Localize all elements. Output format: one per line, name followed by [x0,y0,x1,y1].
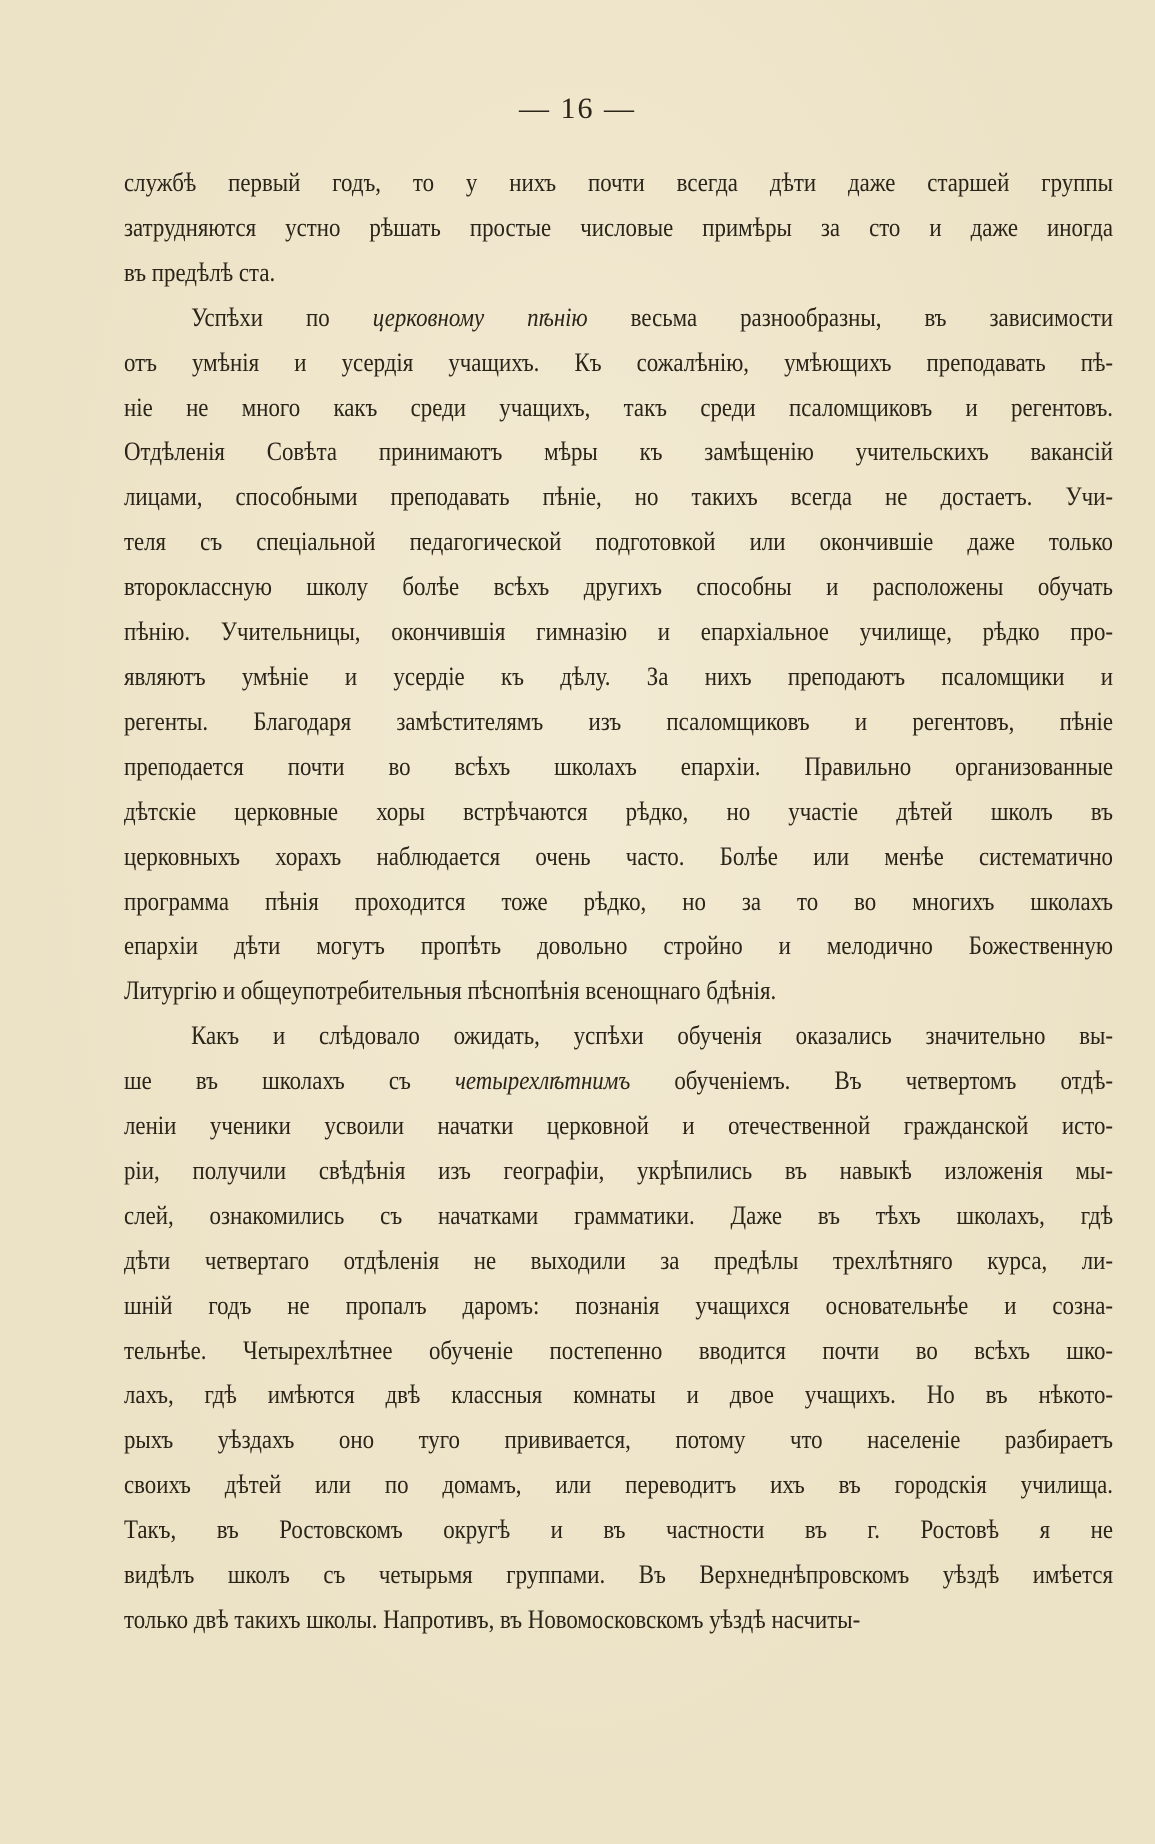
text-line: въ предѣлѣ ста. [124,256,276,287]
text-line: преподается почти во всѣхъ школахъ епархіи. Правильно организованные [124,750,1113,781]
text-line: пѣнію. Учительницы, окончившія гимназію и епархіальное училище, рѣдко про- [124,616,1113,647]
text-line: отъ умѣнія и усердія учащихъ. Къ сожалѣнію, умѣющихъ преподавать пѣ- [124,346,1113,377]
text-line: дѣтскіе церковные хоры встрѣчаются рѣдко, но участіе дѣтей школъ въ [124,795,1113,826]
text-line: Успѣхи по церковному пѣнію весьма разнообразны, въ зависимости [191,301,1113,332]
text-line: Литургію и общеупотребительныя пѣснопѣнія всенощнаго бдѣнія. [124,975,777,1006]
text-line: Какъ и слѣдовало ожидать, успѣхи обученія оказались значительно вы- [191,1020,1113,1051]
text-line: видѣлъ школъ съ четырьмя группами. Въ Верхнеднѣпровскомъ уѣздѣ имѣется [124,1559,1113,1590]
text-line: Такъ, въ Ростовскомъ округѣ и въ частности въ г. Ростовѣ я не [124,1514,1113,1545]
page-number: — 16 — [519,92,636,125]
paragraph [124,1013,1113,1642]
text-line: службѣ первый годъ, то у нихъ почти всегда дѣти даже старшей группы [124,167,1113,197]
text-line: лицами, способными преподавать пѣніе, но такихъ всегда не достаетъ. Учи- [124,481,1113,512]
text-line: ріи, получили свѣдѣнія изъ географіи, укрѣпились въ навыкѣ изложенія мы- [124,1154,1113,1185]
text-line: дѣти четвертаго отдѣленія не выходили за предѣлы трехлѣтняго курса, ли- [124,1244,1113,1275]
body-text [124,160,1113,1642]
text-line: регенты. Благодаря замѣстителямъ изъ псаломщиковъ и регентовъ, пѣніе [124,705,1113,736]
text-line: программа пѣнія проходится тоже рѣдко, но за то во многихъ школахъ [124,885,1113,916]
paragraph [124,160,1113,295]
text-line: теля съ спеціальной педагогической подготовкой или окончившіе даже только [124,526,1113,557]
text-line: епархіи дѣти могутъ пропѣть довольно стройно и мелодично Божественную [124,930,1113,961]
text-line: тельнѣе. Четырехлѣтнее обученіе постепенно вводится почти во всѣхъ шко- [124,1334,1113,1365]
text-line: ше въ школахъ съ четырехлѣтнимъ обученіемъ. Въ четвертомъ отдѣ- [124,1065,1113,1096]
text-line: церковныхъ хорахъ наблюдается очень часто. Болѣе или менѣе систематично [124,840,1113,871]
text-line: затрудняются устно рѣшать простые числовые примѣры за сто и даже иногда [124,211,1113,242]
text-line: леніи ученики усвоили начатки церковной и отечественной гражданской исто- [124,1110,1113,1141]
text-line: второклассную школу болѣе всѣхъ другихъ способны и расположены обучать [124,571,1113,602]
text-line: рыхъ уѣздахъ оно туго прививается, потому что населеніе разбираетъ [124,1424,1113,1455]
text-line: ніе не много какъ среди учащихъ, такъ среди псаломщиковъ и регентовъ. [124,391,1113,422]
text-line: лахъ, гдѣ имѣются двѣ классныя комнаты и двое учащихъ. Но въ нѣкото- [124,1379,1113,1410]
text-line: своихъ дѣтей или по домамъ, или переводитъ ихъ въ городскія училища. [124,1469,1113,1500]
text-line: только двѣ такихъ школы. Напротивъ, въ Новомосковскомъ уѣздѣ насчиты- [124,1604,861,1634]
paragraph [124,295,1113,1014]
text-line: являютъ умѣніе и усердіе къ дѣлу. За нихъ преподаютъ псаломщики и [124,660,1113,691]
text-line: Отдѣленія Совѣта принимаютъ мѣры къ замѣщенію учительскихъ вакансій [124,436,1113,467]
text-line: шній годъ не пропалъ даромъ: познанія учащихся основательнѣе и созна- [124,1289,1113,1320]
text-line: слей, ознакомились съ начатками грамматики. Даже въ тѣхъ школахъ, гдѣ [124,1199,1113,1230]
